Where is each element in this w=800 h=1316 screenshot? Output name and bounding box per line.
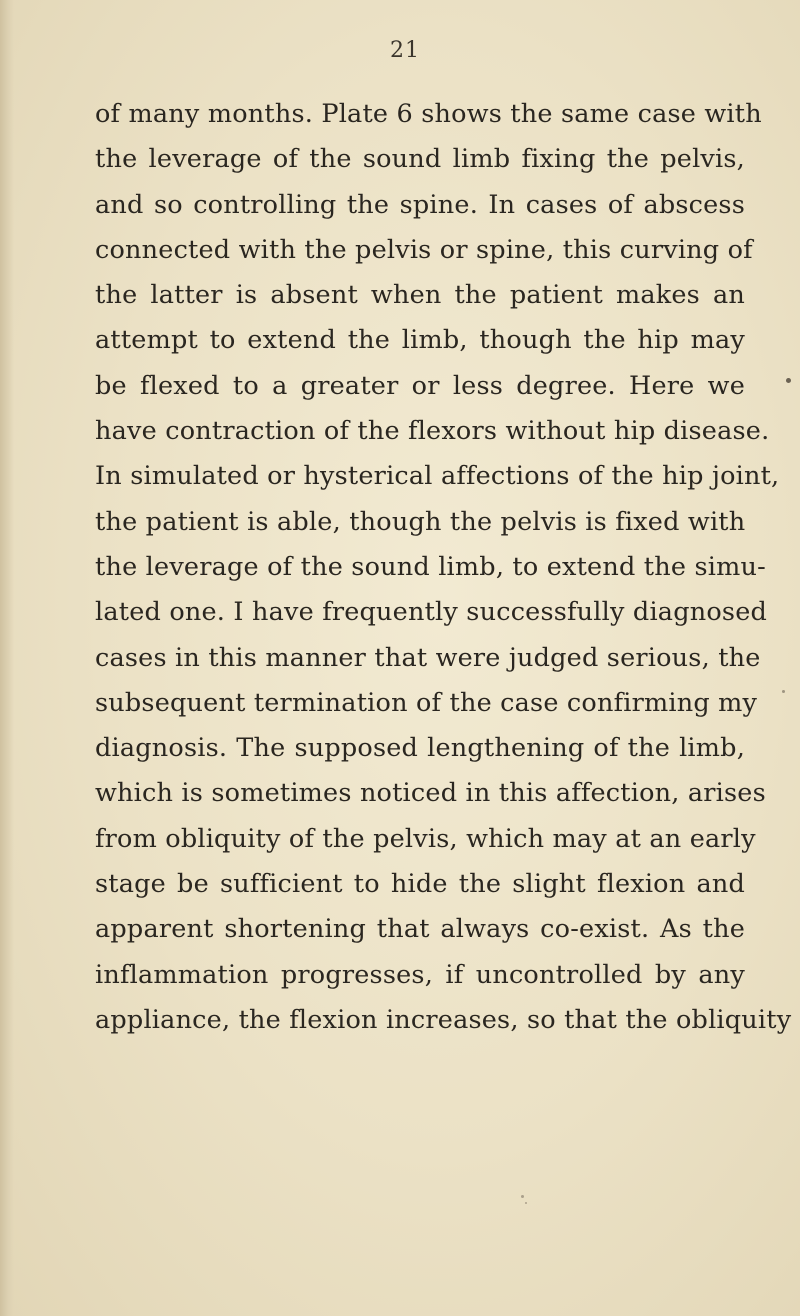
text-line: which is sometimes noticed in this affection, arises bbox=[95, 778, 766, 809]
text-line: subsequent termination of the case confirming my bbox=[95, 687, 758, 718]
text-line: the patient is able, though the pelvis is fixed with bbox=[95, 506, 746, 537]
text-line: apparent shortening that always co-exist. As the bbox=[95, 914, 745, 945]
text-line: inflammation progresses, if uncontrolled by any bbox=[95, 959, 745, 990]
paper-speck bbox=[525, 1202, 527, 1204]
text-line: have contraction of the flexors without hip disease. bbox=[95, 416, 770, 447]
body-text bbox=[95, 92, 792, 1043]
page-number: 21 bbox=[390, 38, 420, 63]
text-line: from obliquity of the pelvis, which may at an early bbox=[95, 823, 756, 854]
text-line: stage be sufficient to hide the slight flexion and bbox=[95, 869, 745, 900]
paper-speck bbox=[782, 690, 785, 693]
text-line: the leverage of the sound limb fixing the pelvis, bbox=[95, 144, 745, 175]
text-line: cases in this manner that were judged serious, the bbox=[95, 642, 761, 673]
paper-speck bbox=[521, 1195, 524, 1198]
text-line: diagnosis. The supposed lengthening of the limb, bbox=[95, 733, 745, 764]
text-line: the latter is absent when the patient makes an bbox=[95, 280, 745, 311]
text-line: appliance, the flexion increases, so that the obliquity bbox=[95, 1004, 792, 1035]
text-line: In simulated or hysterical affections of the hip joint, bbox=[95, 461, 780, 492]
text-line: and so controlling the spine. In cases of abscess bbox=[95, 189, 745, 220]
text-line: connected with the pelvis or spine, this curving of bbox=[95, 234, 753, 265]
text-line: of many months. Plate 6 shows the same case with bbox=[95, 99, 762, 129]
text-line: lated one. I have frequently successfully diagnosed bbox=[95, 597, 768, 628]
text-line: attempt to extend the limb, though the hip may bbox=[95, 325, 745, 356]
page-binding-edge bbox=[0, 0, 14, 1316]
text-line: the leverage of the sound limb, to extend the simu- bbox=[95, 551, 766, 582]
text-line: be flexed to a greater or less degree. Here we bbox=[95, 370, 745, 401]
paper-speck bbox=[786, 378, 791, 383]
